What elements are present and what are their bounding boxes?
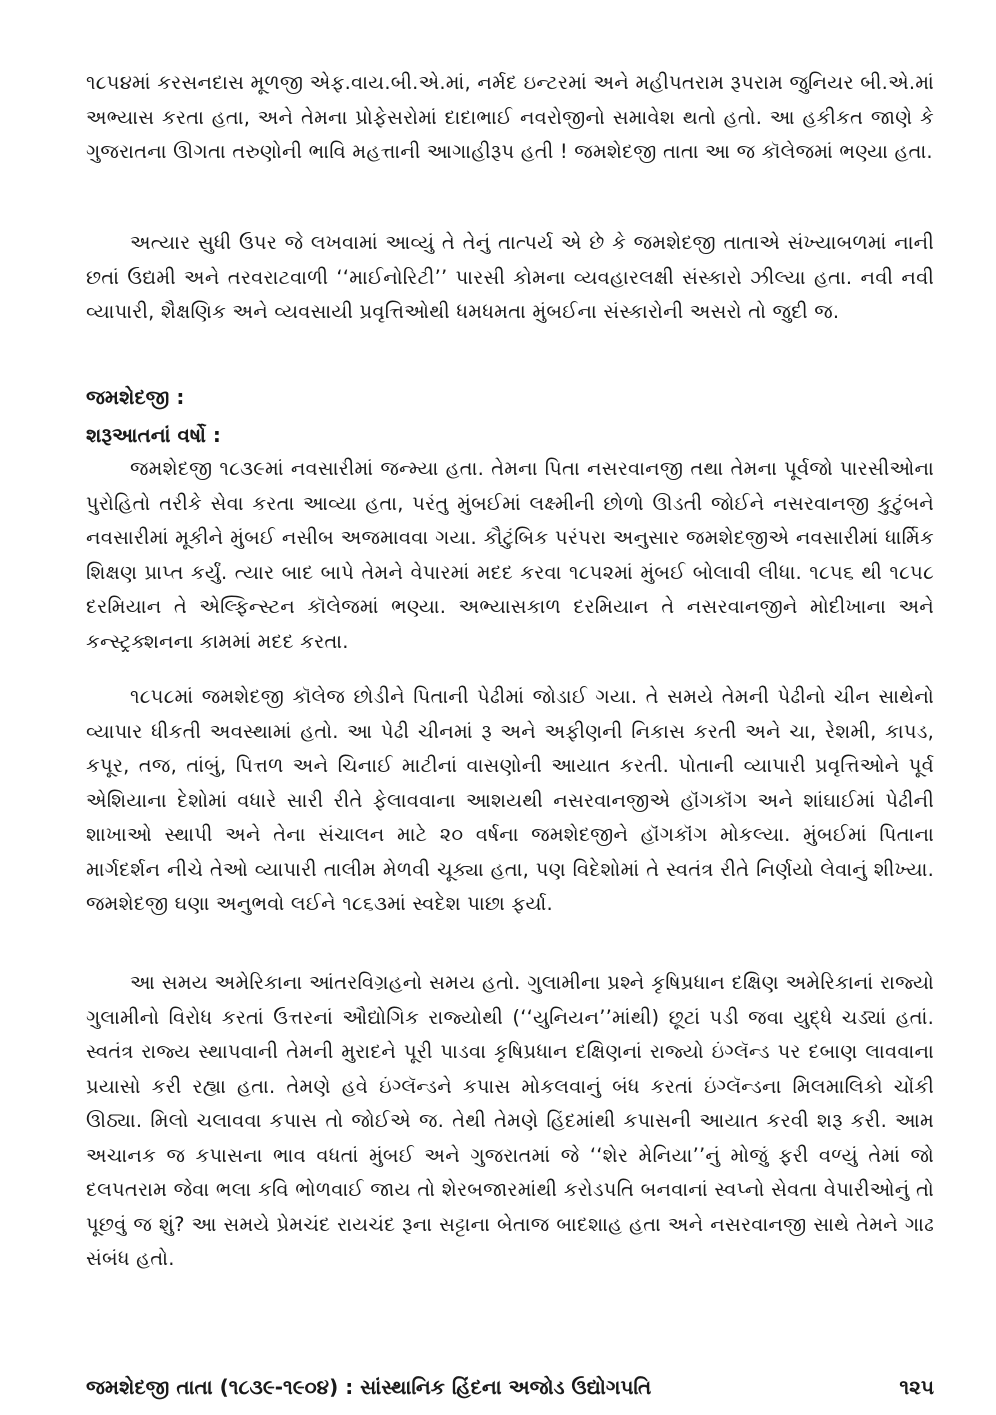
running-title: જમશેદજી તાતા (૧૮૩૯-૧૯૦૪) : સાંસ્થાનિક હિંદના અજોડ ઉદ્યોગપતિ (86, 1375, 652, 1399)
subsection-heading: શરૂઆતનાં વર્ષો : (86, 423, 221, 447)
paragraph-2: અત્યાર સુધી ઉપર જે લખવામાં આવ્યું તે તેનું તાત્પર્ય એ છે કે જમશેદજી તાતાએ સંખ્યાબળમાં નાની છતાં ઉદ્યમી અને તરવરાટવાળી ‘‘માઈનોરિટી’’ પારસી કોમના વ્યવહારલક્ષી સંસ્કારો ઝીલ્યા હતા. નવી નવી વ્યાપારી, શૈક્ષણિક અને વ્યવસાયી પ્રવૃત્તિઓથી ધમધમતા મુંબઈના સંસ્કારોની અસરો તો જુદી જ. (86, 231, 934, 323)
paragraph-3: જમશેદજી ૧૮૩૯માં નવસારીમાં જન્મ્યા હતા. તેમના પિતા નસરવાનજી તથા તેમના પૂર્વજો પારસીઓના પુરોહિતો તરીકે સેવા કરતા આવ્યા હતા, પરંતુ મુંબઈમાં લક્ષ્મીની છોળો ઊડતી જોઈને નસરવાનજી કુટુંબને નવસારીમાં મૂકીને મુંબઈ નસીબ અજમાવવા ગયા. કૌટુંબિક પરંપરા અનુસાર જમશેદજીએ નવસારીમાં ધાર્મિક શિક્ષણ પ્રાપ્ત કર્યું. ત્યાર બાદ બાપે તેમને વેપારમાં મદદ કરવા ૧૮૫૨માં મુંબઈ બોલાવી લીધા. ૧૮૫૬ થી ૧૮૫૮ દરમિયાન તે એલ્ફિન્સ્ટન કૉલેજમાં ભણ્યા. અભ્યાસકાળ દરમિયાન તે નસરવાનજીને મોદીખાના અને કન્સ્ટ્રક્શનના કામમાં મદદ કરતા. (86, 457, 934, 653)
paragraph-5: આ સમય અમેરિકાના આંતરવિગ્રહનો સમય હતો. ગુલામીના પ્રશ્ને કૃષિપ્રધાન દક્ષિણ અમેરિકાનાં રાજ્યો ગુલામીનો વિરોધ કરતાં ઉત્તરનાં ઔદ્યોગિક રાજ્યોથી (‘‘યુનિયન’’માંથી) છૂટાં પડી જવા યુદ્ધે ચડ્યાં હતાં. સ્વતંત્ર રાજ્ય સ્થાપવાની તેમની મુરાદને પૂરી પાડવા કૃષિપ્રધાન દક્ષિણનાં રાજ્યો ઇંગ્લૅન્ડ પર દબાણ લાવવાના પ્રયાસો કરી રહ્યા હતા. તેમણે હવે ઇંગ્લૅન્ડને કપાસ મોકલવાનું બંધ કરતાં ઇંગ્લૅન્ડના મિલમાલિકો ચોંકી ઊઠ્યા. મિલો ચલાવવા કપાસ તો જોઈએ જ. તેથી તેમણે હિંદમાંથી કપાસની આયાત કરવી શરૂ કરી. આમ અચાનક જ કપાસના ભાવ વધતાં મુંબઈ અને ગુજરાતમાં જે ‘‘શેર મેનિયા’’નું મોજું ફરી વળ્યું તેમાં જો દલપતરામ જેવા ભલા કવિ ભોળવાઈ જાય તો શેરબજારમાંથી કરોડપતિ બનવાનાં સ્વપ્નો સેવતા વેપારીઓનું તો પૂછવું જ શું? આ સમયે પ્રેમચંદ રાયચંદ રૂના સટ્ટાના બેતાજ બાદશાહ હતા અને નસરવાનજી સાથે તેમને ગાઢ સંબંધ હતો. (86, 971, 934, 1270)
page-footer (86, 1375, 934, 1399)
paragraph-1: ૧૮૫૪માં કરસનદાસ મૂળજી એફ.વાય.બી.એ.માં, નર્મદ ઇન્ટરમાં અને મહીપતરામ રૂપરામ જુનિયર બી.એ.માં અભ્યાસ કરતા હતા, અને તેમના પ્રોફેસરોમાં દાદાભાઈ નવરોજીનો સમાવેશ થતો હતો. આ હકીકત જાણે કે ગુજરાતના ઊગતા તરુણોની ભાવિ મહત્તાની આગાહીરૂપ હતી ! જમશેદજી તાતા આ જ કૉલેજમાં ભણ્યા હતા. (86, 71, 934, 163)
section-heading: જમશેદજી : (86, 385, 185, 409)
page-number: ૧૨૫ (899, 1375, 934, 1399)
paragraph-4: ૧૮૫૮માં જમશેદજી કૉલેજ છોડીને પિતાની પેઢીમાં જોડાઈ ગયા. તે સમયે તેમની પેઢીનો ચીન સાથેનો વ્યાપાર ધીકતી અવસ્થામાં હતો. આ પેઢી ચીનમાં રૂ અને અફીણની નિકાસ કરતી અને ચા, રેશમી, કાપડ, કપૂર, તજ, તાંબું, પિત્તળ અને ચિનાઈ માટીનાં વાસણોની આયાત કરતી. પોતાની વ્યાપારી પ્રવૃત્તિઓને પૂર્વ એશિયાના દેશોમાં વધારે સારી રીતે ફેલાવવાના આશયથી નસરવાનજીએ હૉંગકૉંગ અને શાંઘાઈમાં પેઢીની શાખાઓ સ્થાપી અને તેના સંચાલન માટે ૨૦ વર્ષના જમશેદજીને હૉંગકૉંગ મોકલ્યા. મુંબઈમાં પિતાના માર્ગદર્શન નીચે તેઓ વ્યાપારી તાલીમ મેળવી ચૂક્યા હતા, પણ વિદેશોમાં તે સ્વતંત્ર રીતે નિર્ણયો લેવાનું શીખ્યા. જમશેદજી ઘણા અનુભવો લઈને ૧૮૬૩માં સ્વદેશ પાછા ફર્યા. (86, 685, 934, 915)
